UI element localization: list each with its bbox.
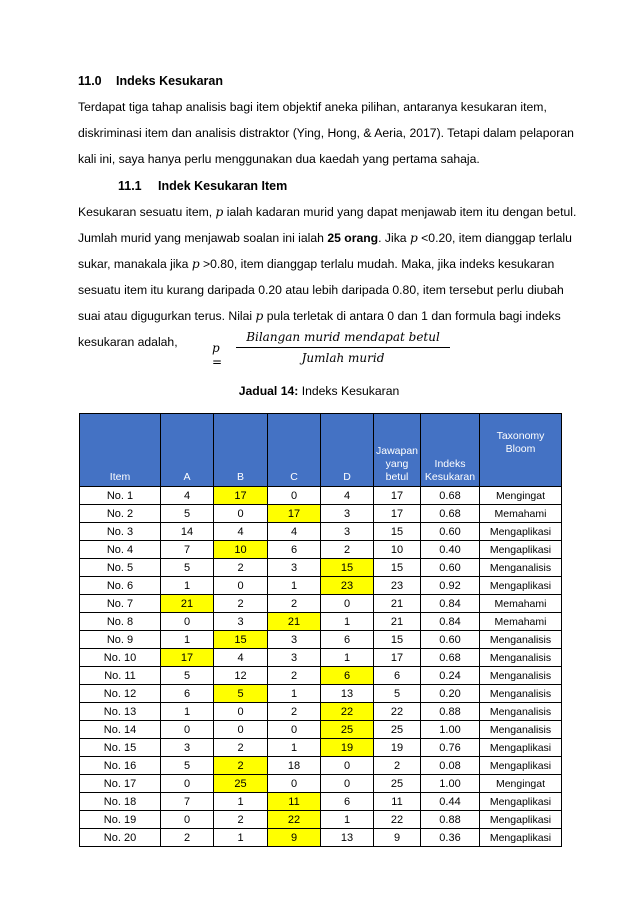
- body-text: Kesukaran sesuatu item,: [78, 205, 216, 219]
- cell-c: 2: [268, 703, 321, 721]
- cell-bloom: Mengaplikasi: [480, 757, 562, 775]
- cell-a: 0: [161, 721, 214, 739]
- header-text: Taxonomy: [496, 430, 545, 442]
- cell-bloom: Mengaplikasi: [480, 811, 562, 829]
- body-text: <0.20, item dianggap terlalu: [417, 231, 572, 245]
- cell-d: 15: [321, 559, 374, 577]
- cell-indeks: 0.84: [421, 613, 480, 631]
- table-row: [80, 721, 562, 739]
- intro-line: diskriminasi item dan analisis distraktor (Ying, Hong, & Aeria, 2017). Tetapi dalam pelaporan: [78, 126, 574, 140]
- cell-item: No. 8: [80, 613, 161, 631]
- cell-b: 5: [214, 685, 268, 703]
- formula-fraction: [236, 330, 450, 365]
- table-row: [80, 487, 562, 505]
- body-text: pula terletak di antara 0 dan 1 dan formula bagi indeks: [263, 309, 561, 323]
- cell-b: 3: [214, 613, 268, 631]
- cell-bloom: Memahami: [480, 595, 562, 613]
- cell-d: 6: [321, 793, 374, 811]
- cell-b: 0: [214, 505, 268, 523]
- cell-item: No. 5: [80, 559, 161, 577]
- body-text: ialah kadaran murid yang dapat menjawab item itu dengan betul.: [223, 205, 577, 219]
- cell-b: 17: [214, 487, 268, 505]
- header-text: Bloom: [505, 443, 536, 455]
- cell-b: 2: [214, 559, 268, 577]
- cell-bloom: Mengaplikasi: [480, 523, 562, 541]
- cell-indeks: 0.76: [421, 739, 480, 757]
- table-row: [80, 541, 562, 559]
- table-row: [80, 685, 562, 703]
- cell-bloom: Menganalisis: [480, 559, 562, 577]
- cell-d: 25: [321, 721, 374, 739]
- body-text: . Jika: [378, 231, 410, 245]
- table-row: [80, 667, 562, 685]
- header-text: yang: [385, 458, 409, 470]
- cell-item: No. 9: [80, 631, 161, 649]
- subsection-number: 11.1: [118, 179, 142, 193]
- cell-item: No. 13: [80, 703, 161, 721]
- table-row: [80, 775, 562, 793]
- cell-b: 2: [214, 757, 268, 775]
- cell-indeks: 0.68: [421, 505, 480, 523]
- header-b: B: [214, 414, 268, 487]
- cell-item: No. 4: [80, 541, 161, 559]
- cell-b: 0: [214, 721, 268, 739]
- body-line: [78, 303, 568, 329]
- cell-c: 9: [268, 829, 321, 847]
- cell-a: 6: [161, 685, 214, 703]
- cell-a: 21: [161, 595, 214, 613]
- cell-b: 2: [214, 595, 268, 613]
- cell-jawapan: 5: [374, 685, 421, 703]
- cell-a: 1: [161, 631, 214, 649]
- header-a: A: [161, 414, 214, 487]
- cell-a: 0: [161, 775, 214, 793]
- cell-d: 19: [321, 739, 374, 757]
- cell-jawapan: 15: [374, 523, 421, 541]
- cell-item: No. 20: [80, 829, 161, 847]
- cell-a: 0: [161, 811, 214, 829]
- header-taxonomy: [480, 414, 562, 487]
- cell-a: 7: [161, 793, 214, 811]
- cell-a: 3: [161, 739, 214, 757]
- cell-bloom: Menganalisis: [480, 631, 562, 649]
- cell-indeks: 0.88: [421, 811, 480, 829]
- cell-item: No. 18: [80, 793, 161, 811]
- cell-a: 5: [161, 667, 214, 685]
- cell-b: 0: [214, 703, 268, 721]
- table-row: [80, 811, 562, 829]
- body-line: [78, 199, 577, 225]
- cell-b: 4: [214, 523, 268, 541]
- cell-c: 21: [268, 613, 321, 631]
- cell-jawapan: 21: [374, 595, 421, 613]
- cell-bloom: Menganalisis: [480, 721, 562, 739]
- cell-c: 3: [268, 559, 321, 577]
- cell-c: 1: [268, 685, 321, 703]
- cell-b: 2: [214, 739, 268, 757]
- cell-bloom: Mengaplikasi: [480, 739, 562, 757]
- cell-c: 18: [268, 757, 321, 775]
- cell-a: 5: [161, 505, 214, 523]
- caption-label: Jadual 14:: [238, 384, 299, 398]
- intro-line: kali ini, saya hanya perlu menggunakan dua kaedah yang pertama sahaja.: [78, 152, 480, 166]
- cell-c: 3: [268, 631, 321, 649]
- cell-item: No. 2: [80, 505, 161, 523]
- table-row: [80, 595, 562, 613]
- body-line: [78, 225, 572, 251]
- cell-a: 17: [161, 649, 214, 667]
- cell-d: 6: [321, 667, 374, 685]
- cell-c: 0: [268, 721, 321, 739]
- cell-jawapan: 10: [374, 541, 421, 559]
- cell-c: 1: [268, 577, 321, 595]
- header-text: Jawapan: [375, 445, 419, 457]
- cell-a: 2: [161, 829, 214, 847]
- cell-d: 23: [321, 577, 374, 595]
- cell-a: 1: [161, 703, 214, 721]
- cell-d: 13: [321, 685, 374, 703]
- body-text: >0.80, item dianggap terlalu mudah. Maka, jika indeks kesukaran: [199, 257, 555, 271]
- cell-bloom: Mengaplikasi: [480, 793, 562, 811]
- table-row: [80, 793, 562, 811]
- cell-indeks: 1.00: [421, 775, 480, 793]
- cell-c: 3: [268, 649, 321, 667]
- p-symbol: p: [215, 205, 224, 219]
- cell-item: No. 1: [80, 487, 161, 505]
- cell-bloom: Mengaplikasi: [480, 577, 562, 595]
- cell-a: 5: [161, 559, 214, 577]
- cell-item: No. 6: [80, 577, 161, 595]
- table-row: [80, 631, 562, 649]
- cell-c: 17: [268, 505, 321, 523]
- cell-indeks: 0.20: [421, 685, 480, 703]
- cell-indeks: 0.68: [421, 649, 480, 667]
- section-heading: [78, 74, 223, 88]
- cell-item: No. 19: [80, 811, 161, 829]
- header-text: Kesukaran: [424, 471, 476, 483]
- intro-line: Terdapat tiga tahap analisis bagi item objektif aneka pilihan, antaranya kesukaran item,: [78, 100, 547, 114]
- cell-d: 3: [321, 505, 374, 523]
- cell-bloom: Memahami: [480, 505, 562, 523]
- cell-indeks: 0.40: [421, 541, 480, 559]
- subsection-heading: [118, 179, 287, 193]
- cell-a: 5: [161, 757, 214, 775]
- cell-a: 7: [161, 541, 214, 559]
- cell-jawapan: 19: [374, 739, 421, 757]
- header-indeks: [421, 414, 480, 487]
- formula-denominator: Jumlah murid: [301, 351, 385, 365]
- cell-bloom: Mengaplikasi: [480, 541, 562, 559]
- cell-item: No. 14: [80, 721, 161, 739]
- cell-jawapan: 25: [374, 775, 421, 793]
- formula-numerator: Bilangan murid mendapat betul: [236, 330, 450, 348]
- body-line: [78, 251, 568, 277]
- table-row: [80, 757, 562, 775]
- header-jawapan: [374, 414, 421, 487]
- cell-item: No. 17: [80, 775, 161, 793]
- cell-indeks: 0.24: [421, 667, 480, 685]
- table-row: [80, 577, 562, 595]
- intro-paragraph: [78, 94, 574, 172]
- cell-c: 2: [268, 595, 321, 613]
- table-row: [80, 703, 562, 721]
- header-item: Item: [80, 414, 161, 487]
- cell-b: 10: [214, 541, 268, 559]
- cell-indeks: 0.08: [421, 757, 480, 775]
- header-text: Indeks: [434, 458, 466, 470]
- cell-jawapan: 17: [374, 505, 421, 523]
- header-text: betul: [385, 471, 409, 483]
- cell-jawapan: 17: [374, 487, 421, 505]
- cell-d: 6: [321, 631, 374, 649]
- table-row: [80, 559, 562, 577]
- cell-a: 4: [161, 487, 214, 505]
- table-row: [80, 739, 562, 757]
- cell-indeks: 0.36: [421, 829, 480, 847]
- body-line: kesukaran adalah,: [78, 335, 178, 349]
- cell-d: 1: [321, 649, 374, 667]
- table-row: [80, 505, 562, 523]
- cell-jawapan: 25: [374, 721, 421, 739]
- cell-jawapan: 9: [374, 829, 421, 847]
- cell-d: 1: [321, 613, 374, 631]
- cell-b: 2: [214, 811, 268, 829]
- cell-item: No. 16: [80, 757, 161, 775]
- cell-indeks: 0.60: [421, 559, 480, 577]
- student-count: 25 orang: [327, 231, 379, 245]
- cell-bloom: Menganalisis: [480, 667, 562, 685]
- header-c: C: [268, 414, 321, 487]
- table-row: [80, 649, 562, 667]
- p-symbol: p: [255, 309, 264, 323]
- cell-indeks: 0.88: [421, 703, 480, 721]
- cell-item: No. 7: [80, 595, 161, 613]
- body-text: suai atau digugurkan terus. Nilai: [78, 309, 256, 323]
- body-text: Jumlah murid yang menjawab soalan ini ialah: [78, 231, 328, 245]
- cell-jawapan: 15: [374, 559, 421, 577]
- cell-b: 0: [214, 577, 268, 595]
- formula-lhs: p =: [212, 341, 223, 369]
- cell-jawapan: 15: [374, 631, 421, 649]
- cell-indeks: 0.60: [421, 523, 480, 541]
- body-text: sukar, manakala jika: [78, 257, 192, 271]
- cell-bloom: Memahami: [480, 613, 562, 631]
- difficulty-index-table: [79, 413, 562, 847]
- cell-b: 12: [214, 667, 268, 685]
- table-header-row: [80, 414, 562, 487]
- body-line: sesuatu item itu kurang daripada 0.20 atau lebih daripada 0.80, item tersebut perlu diubah: [78, 283, 564, 297]
- cell-jawapan: 6: [374, 667, 421, 685]
- cell-jawapan: 21: [374, 613, 421, 631]
- cell-d: 0: [321, 757, 374, 775]
- cell-item: No. 10: [80, 649, 161, 667]
- cell-item: No. 12: [80, 685, 161, 703]
- cell-b: 25: [214, 775, 268, 793]
- cell-indeks: 1.00: [421, 721, 480, 739]
- cell-bloom: Menganalisis: [480, 703, 562, 721]
- table-row: [80, 613, 562, 631]
- cell-c: 4: [268, 523, 321, 541]
- cell-indeks: 0.68: [421, 487, 480, 505]
- cell-item: No. 11: [80, 667, 161, 685]
- section-title: Indeks Kesukaran: [116, 74, 223, 88]
- cell-c: 22: [268, 811, 321, 829]
- cell-jawapan: 22: [374, 811, 421, 829]
- p-symbol: p: [409, 231, 418, 245]
- cell-indeks: 0.44: [421, 793, 480, 811]
- cell-b: 1: [214, 829, 268, 847]
- table-row: [80, 523, 562, 541]
- cell-jawapan: 11: [374, 793, 421, 811]
- cell-d: 0: [321, 775, 374, 793]
- cell-c: 2: [268, 667, 321, 685]
- cell-c: 0: [268, 775, 321, 793]
- cell-a: 14: [161, 523, 214, 541]
- cell-jawapan: 17: [374, 649, 421, 667]
- p-symbol: p: [191, 257, 200, 271]
- cell-d: 4: [321, 487, 374, 505]
- cell-b: 1: [214, 793, 268, 811]
- cell-d: 2: [321, 541, 374, 559]
- cell-bloom: Menganalisis: [480, 649, 562, 667]
- subsection-title: Indek Kesukaran Item: [158, 179, 288, 193]
- cell-jawapan: 2: [374, 757, 421, 775]
- cell-item: No. 15: [80, 739, 161, 757]
- section-number: 11.0: [78, 74, 102, 88]
- cell-b: 4: [214, 649, 268, 667]
- cell-bloom: Mengaplikasi: [480, 829, 562, 847]
- cell-indeks: 0.92: [421, 577, 480, 595]
- cell-d: 22: [321, 703, 374, 721]
- cell-indeks: 0.60: [421, 631, 480, 649]
- cell-bloom: Mengingat: [480, 775, 562, 793]
- cell-c: 6: [268, 541, 321, 559]
- cell-a: 0: [161, 613, 214, 631]
- cell-bloom: Menganalisis: [480, 685, 562, 703]
- cell-jawapan: 23: [374, 577, 421, 595]
- cell-indeks: 0.84: [421, 595, 480, 613]
- cell-jawapan: 22: [374, 703, 421, 721]
- cell-d: 13: [321, 829, 374, 847]
- cell-d: 1: [321, 811, 374, 829]
- table-row: [80, 829, 562, 847]
- cell-b: 15: [214, 631, 268, 649]
- cell-bloom: Mengingat: [480, 487, 562, 505]
- cell-d: 3: [321, 523, 374, 541]
- cell-item: No. 3: [80, 523, 161, 541]
- cell-d: 0: [321, 595, 374, 613]
- cell-c: 0: [268, 487, 321, 505]
- caption-text: Indeks Kesukaran: [298, 384, 400, 398]
- cell-a: 1: [161, 577, 214, 595]
- header-d: D: [321, 414, 374, 487]
- cell-c: 1: [268, 739, 321, 757]
- table-caption: [0, 384, 638, 398]
- table-body: [80, 487, 562, 847]
- cell-c: 11: [268, 793, 321, 811]
